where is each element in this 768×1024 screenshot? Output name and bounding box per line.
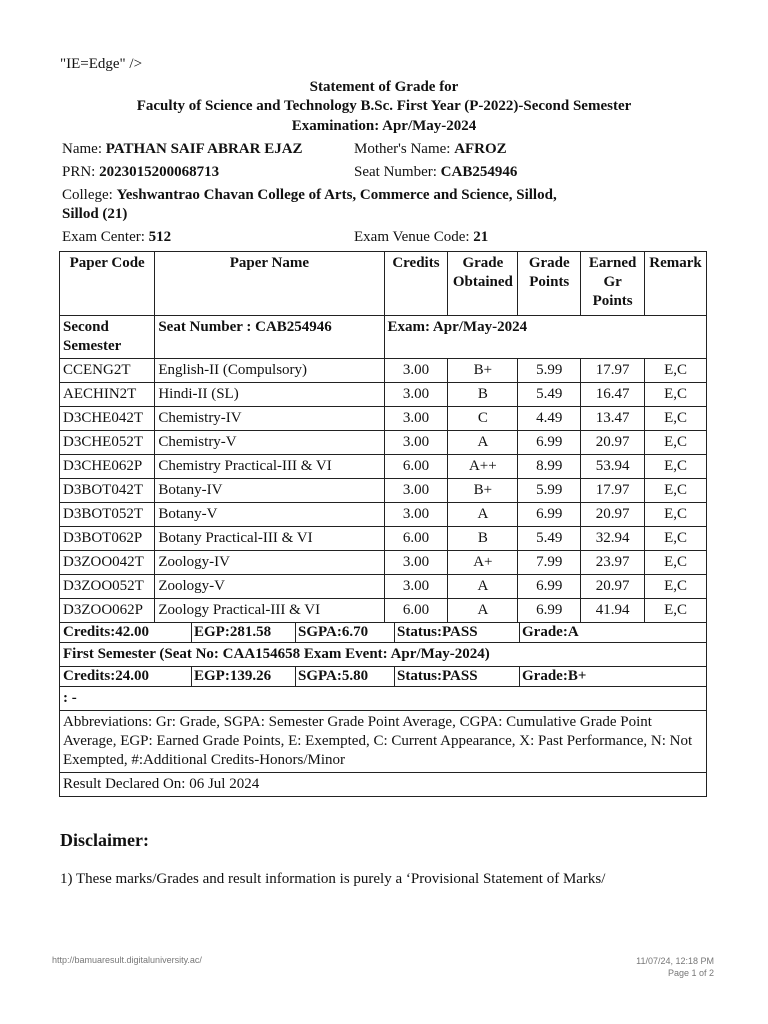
venue-line [354,229,488,246]
cell-grade-obtained: B+ [448,479,518,503]
cell-grade-points: 7.99 [518,551,581,575]
cell-paper-code: D3BOT042T [60,479,155,503]
summary-sgpa: SGPA:6.70 [296,623,395,642]
college-line-2 [62,206,127,223]
cell-paper-name: Chemistry-V [155,431,384,455]
first-semester-info: First Semester (Seat No: CAA154658 Exam Event: Apr/May-2024) [60,643,707,667]
mother-name: AFROZ [454,141,507,157]
cell-paper-code: D3BOT052T [60,503,155,527]
table-row [60,383,707,407]
cell-credits: 3.00 [384,407,448,431]
cell-remark: E,C [645,575,707,599]
semester2-summary-row [60,623,707,643]
cell-grade-obtained: A+ [448,551,518,575]
cell-credits: 3.00 [384,551,448,575]
cell-remark: E,C [645,599,707,623]
cell-paper-code: D3ZOO062P [60,599,155,623]
cell-paper-code: D3ZOO042T [60,551,155,575]
cell-paper-name: Botany Practical-III & VI [155,527,384,551]
cell-credits: 6.00 [384,455,448,479]
cell-grade-points: 4.49 [518,407,581,431]
cell-credits: 3.00 [384,575,448,599]
table-row [60,479,707,503]
seat-line [354,164,517,181]
cell-grade-obtained: A [448,503,518,527]
col-grade-obtained: Grade Obtained [448,252,518,316]
cell-paper-name: Chemistry-IV [155,407,384,431]
semester1-summary-row [60,667,707,687]
student-name-line [62,141,303,158]
faculty-title: Faculty of Science and Technology B.Sc. First Year (P-2022)-Second Semester [136,98,632,114]
cell-grade-obtained: B [448,527,518,551]
blank-row-text: : - [60,687,707,711]
cell-grade-points: 5.99 [518,359,581,383]
summary1-egp: EGP:139.26 [192,667,296,686]
venue-value: 21 [473,229,489,245]
cell-grade-obtained: B+ [448,359,518,383]
disclaimer-heading: Disclaimer: [60,830,149,850]
cell-grade-obtained: B [448,383,518,407]
examination-title: Examination: Apr/May-2024 [291,118,477,134]
cell-grade-points: 6.99 [518,575,581,599]
grades-table [59,251,707,797]
blank-row [60,687,707,711]
cell-paper-name: Zoology Practical-III & VI [155,599,384,623]
table-header-row [60,252,707,316]
cell-credits: 3.00 [384,383,448,407]
cell-paper-code: D3CHE062P [60,455,155,479]
college-line [62,187,557,204]
col-paper-name: Paper Name [155,252,384,316]
summary-status: Status:PASS [395,623,520,642]
stray-markup-text: "IE=Edge" /> [60,56,143,72]
grade-rows [60,359,707,623]
table-row [60,527,707,551]
cell-earned-points: 32.94 [581,527,645,551]
exam-cell: Exam: Apr/May-2024 [384,316,707,359]
cell-paper-name: Hindi-II (SL) [155,383,384,407]
col-remark: Remark [645,252,707,316]
center-value: 512 [148,229,172,245]
semester-info-row [60,316,707,359]
cell-earned-points: 41.94 [581,599,645,623]
seat-label: Seat Number: [354,164,437,180]
cell-remark: E,C [645,503,707,527]
col-grade-points: Grade Points [518,252,581,316]
mother-name-line [354,141,507,158]
summary-grade: Grade:A [522,624,579,640]
summary1-credits: Credits:24.00 [60,667,192,686]
summary1-grade: Grade:B+ [522,668,587,684]
cell-credits: 6.00 [384,527,448,551]
cell-grade-obtained: A [448,431,518,455]
cell-remark: E,C [645,527,707,551]
cell-remark: E,C [645,407,707,431]
prn-value: 2023015200068713 [99,164,220,180]
cell-remark: E,C [645,431,707,455]
summary-credits: Credits:42.00 [60,623,192,642]
venue-label: Exam Venue Code: [354,229,470,245]
cell-earned-points: 20.97 [581,503,645,527]
footer-timestamp: 11/07/24, 12:18 PM [636,956,714,966]
cell-paper-name: Botany-V [155,503,384,527]
cell-paper-name: English-II (Compulsory) [155,359,384,383]
table-row [60,503,707,527]
semester-cell: Second Semester [60,316,155,359]
abbreviations-text: Abbreviations: Gr: Grade, SGPA: Semester Grade Point Average, CGPA: Cumulative Grade Point Average, EGP: Earned Grade Points, E: Exempted, C: Current Appearance, X: Past Performance, N: Not Exempted, #:Additional Credits-Honors/Minor [60,711,707,773]
abbreviations-row [60,711,707,773]
cell-earned-points: 13.47 [581,407,645,431]
cell-remark: E,C [645,479,707,503]
col-credits: Credits [384,252,448,316]
cell-grade-points: 8.99 [518,455,581,479]
cell-earned-points: 23.97 [581,551,645,575]
table-row [60,575,707,599]
exam-center-line [62,229,171,246]
cell-grade-obtained: A [448,599,518,623]
cell-paper-name: Chemistry Practical-III & VI [155,455,384,479]
cell-paper-code: D3CHE052T [60,431,155,455]
statement-title: Statement of Grade for [309,79,459,95]
cell-credits: 3.00 [384,503,448,527]
disclaimer-item-1: 1) These marks/Grades and result information is purely a ‘Provisional Statement of Marks/ [60,871,606,887]
student-name: PATHAN SAIF ABRAR EJAZ [105,141,303,157]
name-label: Name: [62,141,102,157]
cell-earned-points: 17.97 [581,359,645,383]
cell-earned-points: 20.97 [581,431,645,455]
cell-credits: 3.00 [384,359,448,383]
cell-grade-points: 5.49 [518,527,581,551]
cell-paper-code: CCENG2T [60,359,155,383]
cell-paper-code: AECHIN2T [60,383,155,407]
table-row [60,431,707,455]
summary1-status: Status:PASS [395,667,520,686]
footer-url: http://bamuaresult.digitaluniversity.ac/ [52,955,202,965]
cell-grade-points: 6.99 [518,599,581,623]
summary-egp: EGP:281.58 [192,623,296,642]
cell-grade-points: 5.49 [518,383,581,407]
cell-earned-points: 16.47 [581,383,645,407]
cell-paper-code: D3BOT062P [60,527,155,551]
seat-number-cell: Seat Number : CAB254946 [155,316,384,359]
table-row [60,551,707,575]
cell-remark: E,C [645,455,707,479]
table-row [60,599,707,623]
col-earned-points: Earned Gr Points [581,252,645,316]
mother-label: Mother's Name: [354,141,451,157]
col-paper-code: Paper Code [60,252,155,316]
cell-earned-points: 53.94 [581,455,645,479]
footer-meta [636,955,714,979]
cell-grade-obtained: A [448,575,518,599]
center-label: Exam Center: [62,229,145,245]
cell-grade-obtained: A++ [448,455,518,479]
cell-credits: 3.00 [384,431,448,455]
result-declared-text: Result Declared On: 06 Jul 2024 [60,773,707,797]
table-row [60,359,707,383]
result-declared-row [60,773,707,797]
cell-earned-points: 17.97 [581,479,645,503]
cell-grade-points: 5.99 [518,479,581,503]
footer-page-number: Page 1 of 2 [667,968,714,978]
cell-paper-name: Zoology-IV [155,551,384,575]
cell-remark: E,C [645,359,707,383]
college-name-cont: Sillod (21) [62,206,128,222]
cell-credits: 6.00 [384,599,448,623]
prn-label: PRN: [62,164,96,180]
cell-paper-code: D3CHE042T [60,407,155,431]
college-label: College: [62,187,113,203]
cell-paper-code: D3ZOO052T [60,575,155,599]
summary1-sgpa: SGPA:5.80 [296,667,395,686]
cell-earned-points: 20.97 [581,575,645,599]
prn-line [62,164,219,181]
cell-paper-name: Zoology-V [155,575,384,599]
cell-remark: E,C [645,551,707,575]
cell-paper-name: Botany-IV [155,479,384,503]
first-semester-row [60,643,707,667]
cell-grade-points: 6.99 [518,431,581,455]
table-row [60,407,707,431]
cell-grade-obtained: C [448,407,518,431]
cell-credits: 3.00 [384,479,448,503]
cell-remark: E,C [645,383,707,407]
cell-grade-points: 6.99 [518,503,581,527]
seat-value: CAB254946 [440,164,518,180]
table-row [60,455,707,479]
college-name: Yeshwantrao Chavan College of Arts, Commerce and Science, Sillod, [116,187,557,203]
